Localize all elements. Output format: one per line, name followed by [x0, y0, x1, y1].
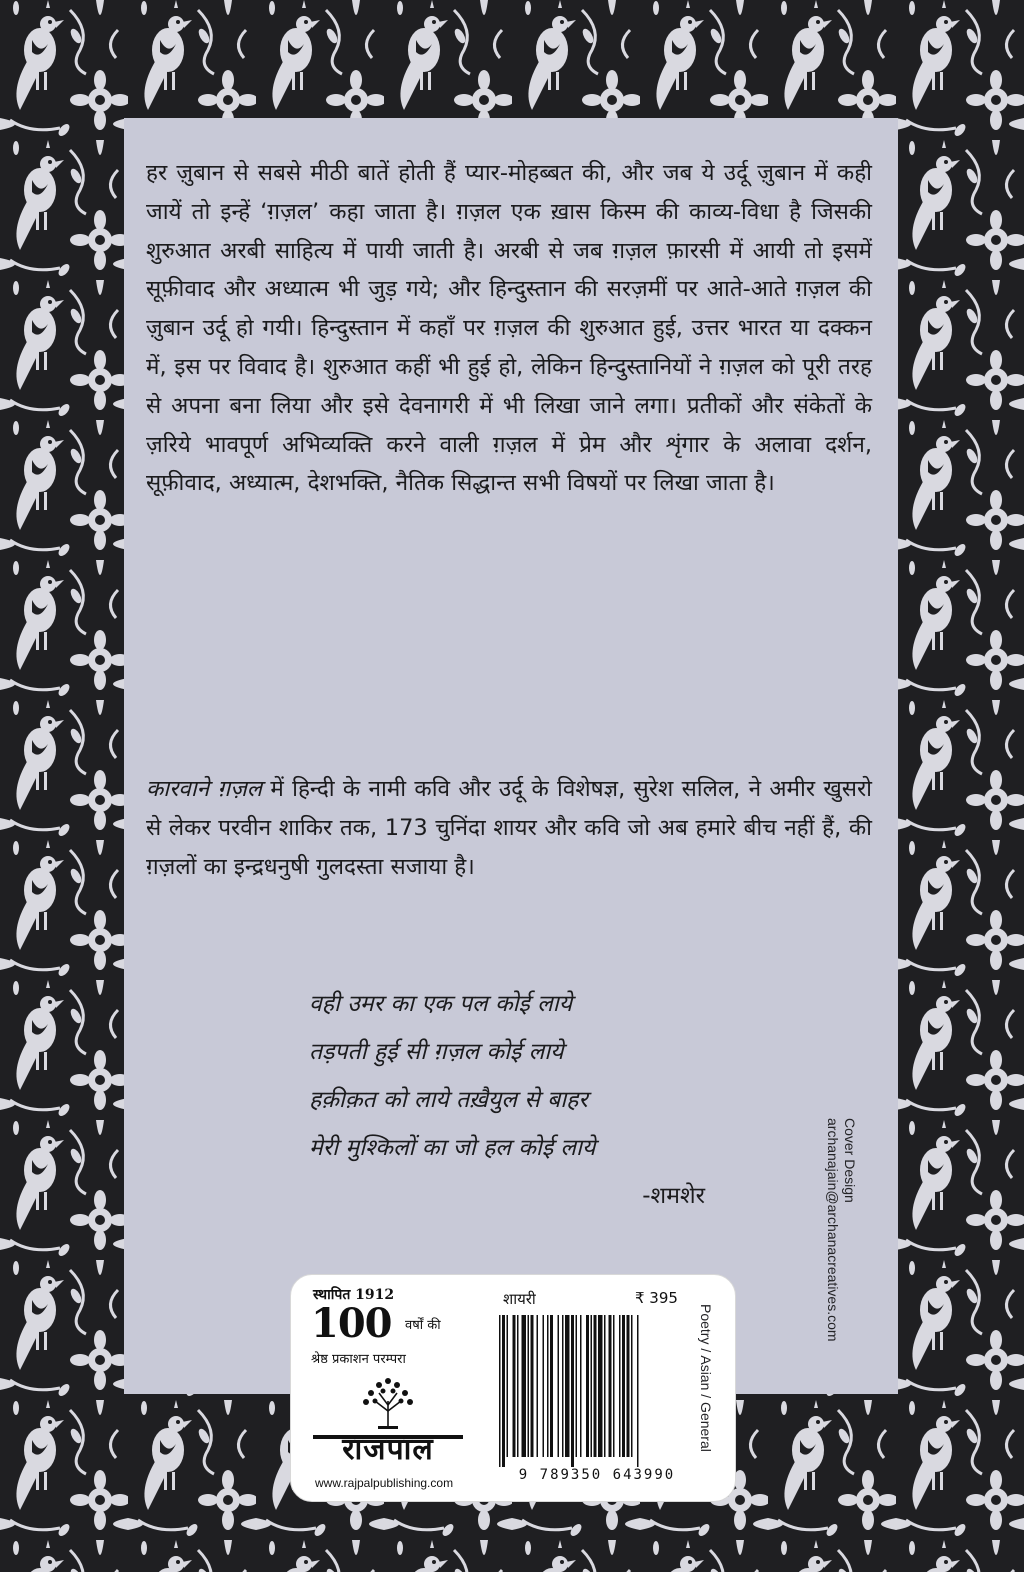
years-text: वर्षों की — [405, 1318, 441, 1333]
barcode-bar — [627, 1315, 630, 1457]
poem-line: हक़ीक़त को लाये तख़ैयुल से बाहर — [309, 1087, 588, 1113]
credit-label: Cover Design — [842, 1118, 858, 1203]
barcode-bar — [609, 1315, 612, 1457]
blurb-paragraph-1: हर ज़ुबान से सबसे मीठी बातें होती हैं प्यार-मोहब्बत की, और जब ये उर्दू ज़ुबान में कही जायें तो इन्हें ‘ग़ज़ल’ कहा जाता है। ग़ज़ल एक ख़ास किस्म की काव्य-विधा है जिसकी शुरुआत अरबी साहित्य में पायी जाती है। अरबी से जब ग़ज़ल फ़ारसी में आयी तो इसमें सूफ़ीवाद और अध्यात्म भी जुड़ गये; और हिन्दुस्तान की सरज़मीं पर आते-आते ग़ज़ल की ज़ुबान उर्दू हो गयी। हिन्दुस्तान में कहाँ पर ग़ज़ल की शुरुआत हुई, उत्तर भारत या दक्कन में, इस पर विवाद है। शुरुआत कहीं भी हुई हो, लेकिन हिन्दुस्तानियों ने ग़ज़ल को पूरी तरह से अपना बना लिया और इसे देवनागरी में भी लिखा जाने लगा। प्रतीकों और संकेतों के ज़रिये भावपूर्ण अभिव्यक्ति करने वाली ग़ज़ल में प्रेम और शृंगार के अलावा दर्शन, सूफ़ीवाद, अध्यात्म, देशभक्ति, नैतिक सिद्धान्त सभी विषयों पर लिखा जाता है। — [146, 160, 872, 497]
publishing-tradition-text: श्रेष्ठ प्रकाशन परम्परा — [311, 1352, 406, 1367]
book-title: कारवाने ग़ज़ल — [146, 776, 263, 802]
barcode-bar — [558, 1315, 560, 1457]
barcode-bar — [522, 1315, 527, 1457]
poem-line: तड़पती हुई सी ग़ज़ल कोई लाये — [309, 1039, 564, 1065]
barcode-bar — [565, 1315, 570, 1457]
price-label: ₹ 395 — [635, 1289, 678, 1307]
barcode-bar — [499, 1315, 501, 1467]
barcode-bar — [613, 1315, 615, 1457]
barcode-bar — [517, 1315, 519, 1457]
isbn-digits: 9 789350 643990 — [518, 1467, 676, 1483]
barcode-bar — [631, 1315, 633, 1457]
barcode-bar — [598, 1315, 603, 1457]
publisher-url: www.rajpalpublishing.com — [315, 1476, 454, 1490]
blurb-paragraph-2 — [146, 770, 872, 886]
barcode-bar — [502, 1315, 505, 1467]
isbn-barcode — [499, 1315, 695, 1467]
credit-email: archanajain@archanacreatives.com — [825, 1118, 841, 1342]
category-label: शायरी — [503, 1290, 536, 1308]
barcode-bar — [637, 1315, 639, 1467]
publisher-name: राजपाल — [342, 1432, 434, 1467]
barcode-bar — [571, 1315, 574, 1467]
hundred-years-number: 100 — [311, 1300, 392, 1347]
barcode-bar — [622, 1315, 625, 1457]
publisher-barcode-box — [290, 1274, 736, 1502]
blurb-panel — [124, 118, 898, 1394]
barcode-bar — [586, 1315, 589, 1457]
established-year: स्थापित 1912 — [313, 1287, 395, 1303]
barcode-bar — [543, 1315, 545, 1457]
barcode-bar — [619, 1315, 621, 1457]
barcode-bar — [562, 1315, 564, 1457]
poem-author: -शमशेर — [642, 1183, 705, 1209]
barcode-bar — [531, 1315, 534, 1457]
barcode-bar — [513, 1315, 516, 1457]
barcode-bar — [550, 1315, 553, 1457]
barcode-bar — [528, 1315, 530, 1457]
barcode-bar — [576, 1315, 578, 1457]
barcode-bar — [547, 1315, 549, 1457]
poem-line: मेरी मुश्किलों का जो हल कोई लाये — [309, 1135, 596, 1161]
barcode-bar — [594, 1315, 597, 1457]
cover-design-credit — [824, 1118, 858, 1342]
barcode-bar — [591, 1315, 593, 1457]
tree-logo-icon — [353, 1371, 423, 1431]
barcode-bar — [507, 1315, 509, 1457]
blurb-paragraph-2-text: में हिन्दी के नामी कवि और उर्दू के विशेषज्ञ, सुरेश सलिल, ने अमीर खुसरो से लेकर परवीन शाकिर तक, 173 चुनिंदा शायर और कवि जो अब हमारे बीच नहीं हैं, की ग़ज़लों का इन्द्रधनुषी गुलदस्ता सजाया है। — [146, 776, 872, 880]
ghazal-quote — [309, 980, 729, 1220]
poem-line: वही उमर का एक पल कोई लाये — [309, 991, 573, 1017]
barcode-bar — [537, 1315, 539, 1457]
barcode-bar — [604, 1315, 606, 1457]
barcode-bar — [580, 1315, 582, 1457]
subject-classification: Poetry / Asian / General — [698, 1304, 714, 1452]
